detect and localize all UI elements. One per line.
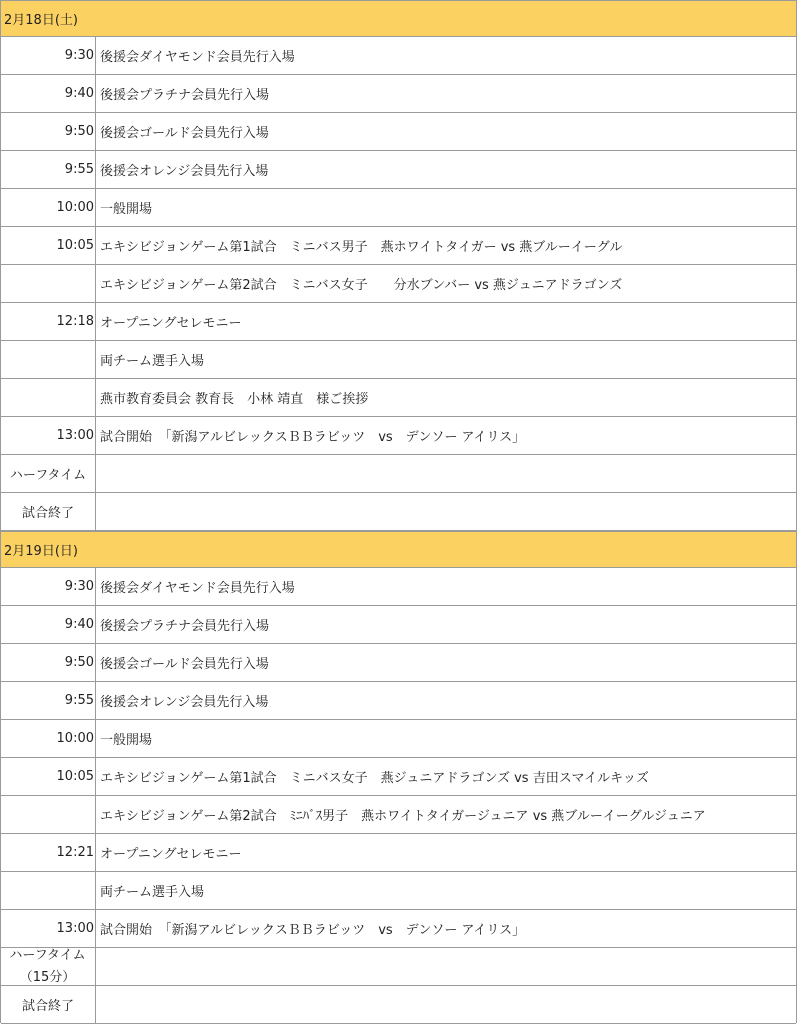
time-cell: 9:40 [1,75,96,112]
schedule-row [1,720,796,758]
time-cell: 試合終了 [1,986,96,1023]
time-label-line2: （15分） [19,969,76,985]
time-cell [1,341,96,378]
time-cell [1,872,96,909]
time-cell: 9:50 [1,113,96,150]
event-cell: 試合開始 「新潟アルビレックスＢＢラビッツ vs デンソー アイリス」 [100,923,526,938]
time-cell: 10:00 [1,189,96,226]
time-cell: 9:40 [1,606,96,643]
event-cell [96,986,796,1023]
event-cell [96,948,796,985]
time-cell: 13:00 [1,417,96,454]
time-cell: 10:05 [1,758,96,795]
time-cell: 10:05 [1,227,96,264]
time-cell [1,265,96,302]
time-cell: 12:21 [1,834,96,871]
schedule-row [1,986,796,1024]
event-cell: 試合開始 「新潟アルビレックスＢＢラビッツ vs デンソー アイリス」 [100,430,526,445]
event-cell: 後援会ダイヤモンド会員先行入場 [100,581,295,596]
event-cell: 後援会オレンジ会員先行入場 [100,164,269,179]
event-cell: 後援会ダイヤモンド会員先行入場 [100,50,295,65]
event-cell: 両チーム選手入場 [100,354,205,369]
event-cell [96,455,796,492]
schedule-row [1,948,796,986]
schedule-row [1,265,796,303]
event-cell: 後援会オレンジ会員先行入場 [100,695,269,710]
time-cell: 10:00 [1,720,96,757]
time-cell: 試合終了 [1,493,96,530]
event-cell: エキシビジョンゲーム第1試合 ミニバス女子 燕ジュニアドラゴンズ vs 吉田スマイルキッズ [100,771,649,786]
day-header [1,0,796,37]
schedule-row [1,910,796,948]
time-cell: ハーフタイム [1,455,96,492]
day-header [1,531,796,568]
schedule-row [1,417,796,455]
event-cell: 後援会プラチナ会員先行入場 [100,88,270,103]
event-cell: 後援会ゴールド会員先行入場 [100,657,269,672]
schedule-row [1,606,796,644]
schedule-row [1,37,796,75]
schedule-row [1,113,796,151]
event-cell: オープニングセレモニー [100,316,242,331]
event-cell: 両チーム選手入場 [100,885,205,900]
time-cell: 12:18 [1,303,96,340]
time-cell [1,948,96,985]
event-cell: 後援会ゴールド会員先行入場 [100,126,269,141]
time-cell: 13:00 [1,910,96,947]
schedule-row [1,872,796,910]
event-cell [96,493,796,530]
schedule-row [1,379,796,417]
schedule-row [1,493,796,531]
time-cell: 9:55 [1,682,96,719]
schedule-row [1,796,796,834]
time-label-line1: ハーフタイム [9,947,86,963]
schedule-row [1,455,796,493]
schedule-row [1,758,796,796]
time-cell: 9:30 [1,37,96,74]
time-cell: 9:50 [1,644,96,681]
event-cell: エキシビジョンゲーム第1試合 ミニバス男子 燕ホワイトタイガー vs 燕ブルーイーグル [100,240,623,255]
time-cell [1,796,96,833]
schedule-row [1,303,796,341]
event-cell: エキシビジョンゲーム第2試合 ミニバス女子 分水ブンバー vs 燕ジュニアドラゴンズ [100,278,623,293]
schedule-row [1,682,796,720]
schedule-row [1,644,796,682]
time-cell: 9:55 [1,151,96,188]
event-cell: オープニングセレモニー [100,847,242,862]
event-cell: エキシビジョンゲーム第2試合 ﾐﾆﾊﾞｽ男子 燕ホワイトタイガージュニア vs 燕ブルーイーグルジュニア [100,809,706,824]
time-cell [1,379,96,416]
event-cell: 後援会プラチナ会員先行入場 [100,619,270,634]
schedule-row [1,227,796,265]
event-cell: 燕市教育委員会 教育長 小林 靖直 様ご挨拶 [100,392,369,407]
time-cell: 9:30 [1,568,96,605]
event-cell: 一般開場 [100,733,153,748]
schedule-row [1,151,796,189]
schedule-row [1,189,796,227]
event-cell: 一般開場 [100,202,153,217]
schedule-row [1,341,796,379]
day-header-text: 2月18日(土) [4,13,78,28]
schedule-row [1,834,796,872]
schedule-row [1,75,796,113]
day-header-text: 2月19日(日) [4,544,78,559]
schedule-row [1,568,796,606]
